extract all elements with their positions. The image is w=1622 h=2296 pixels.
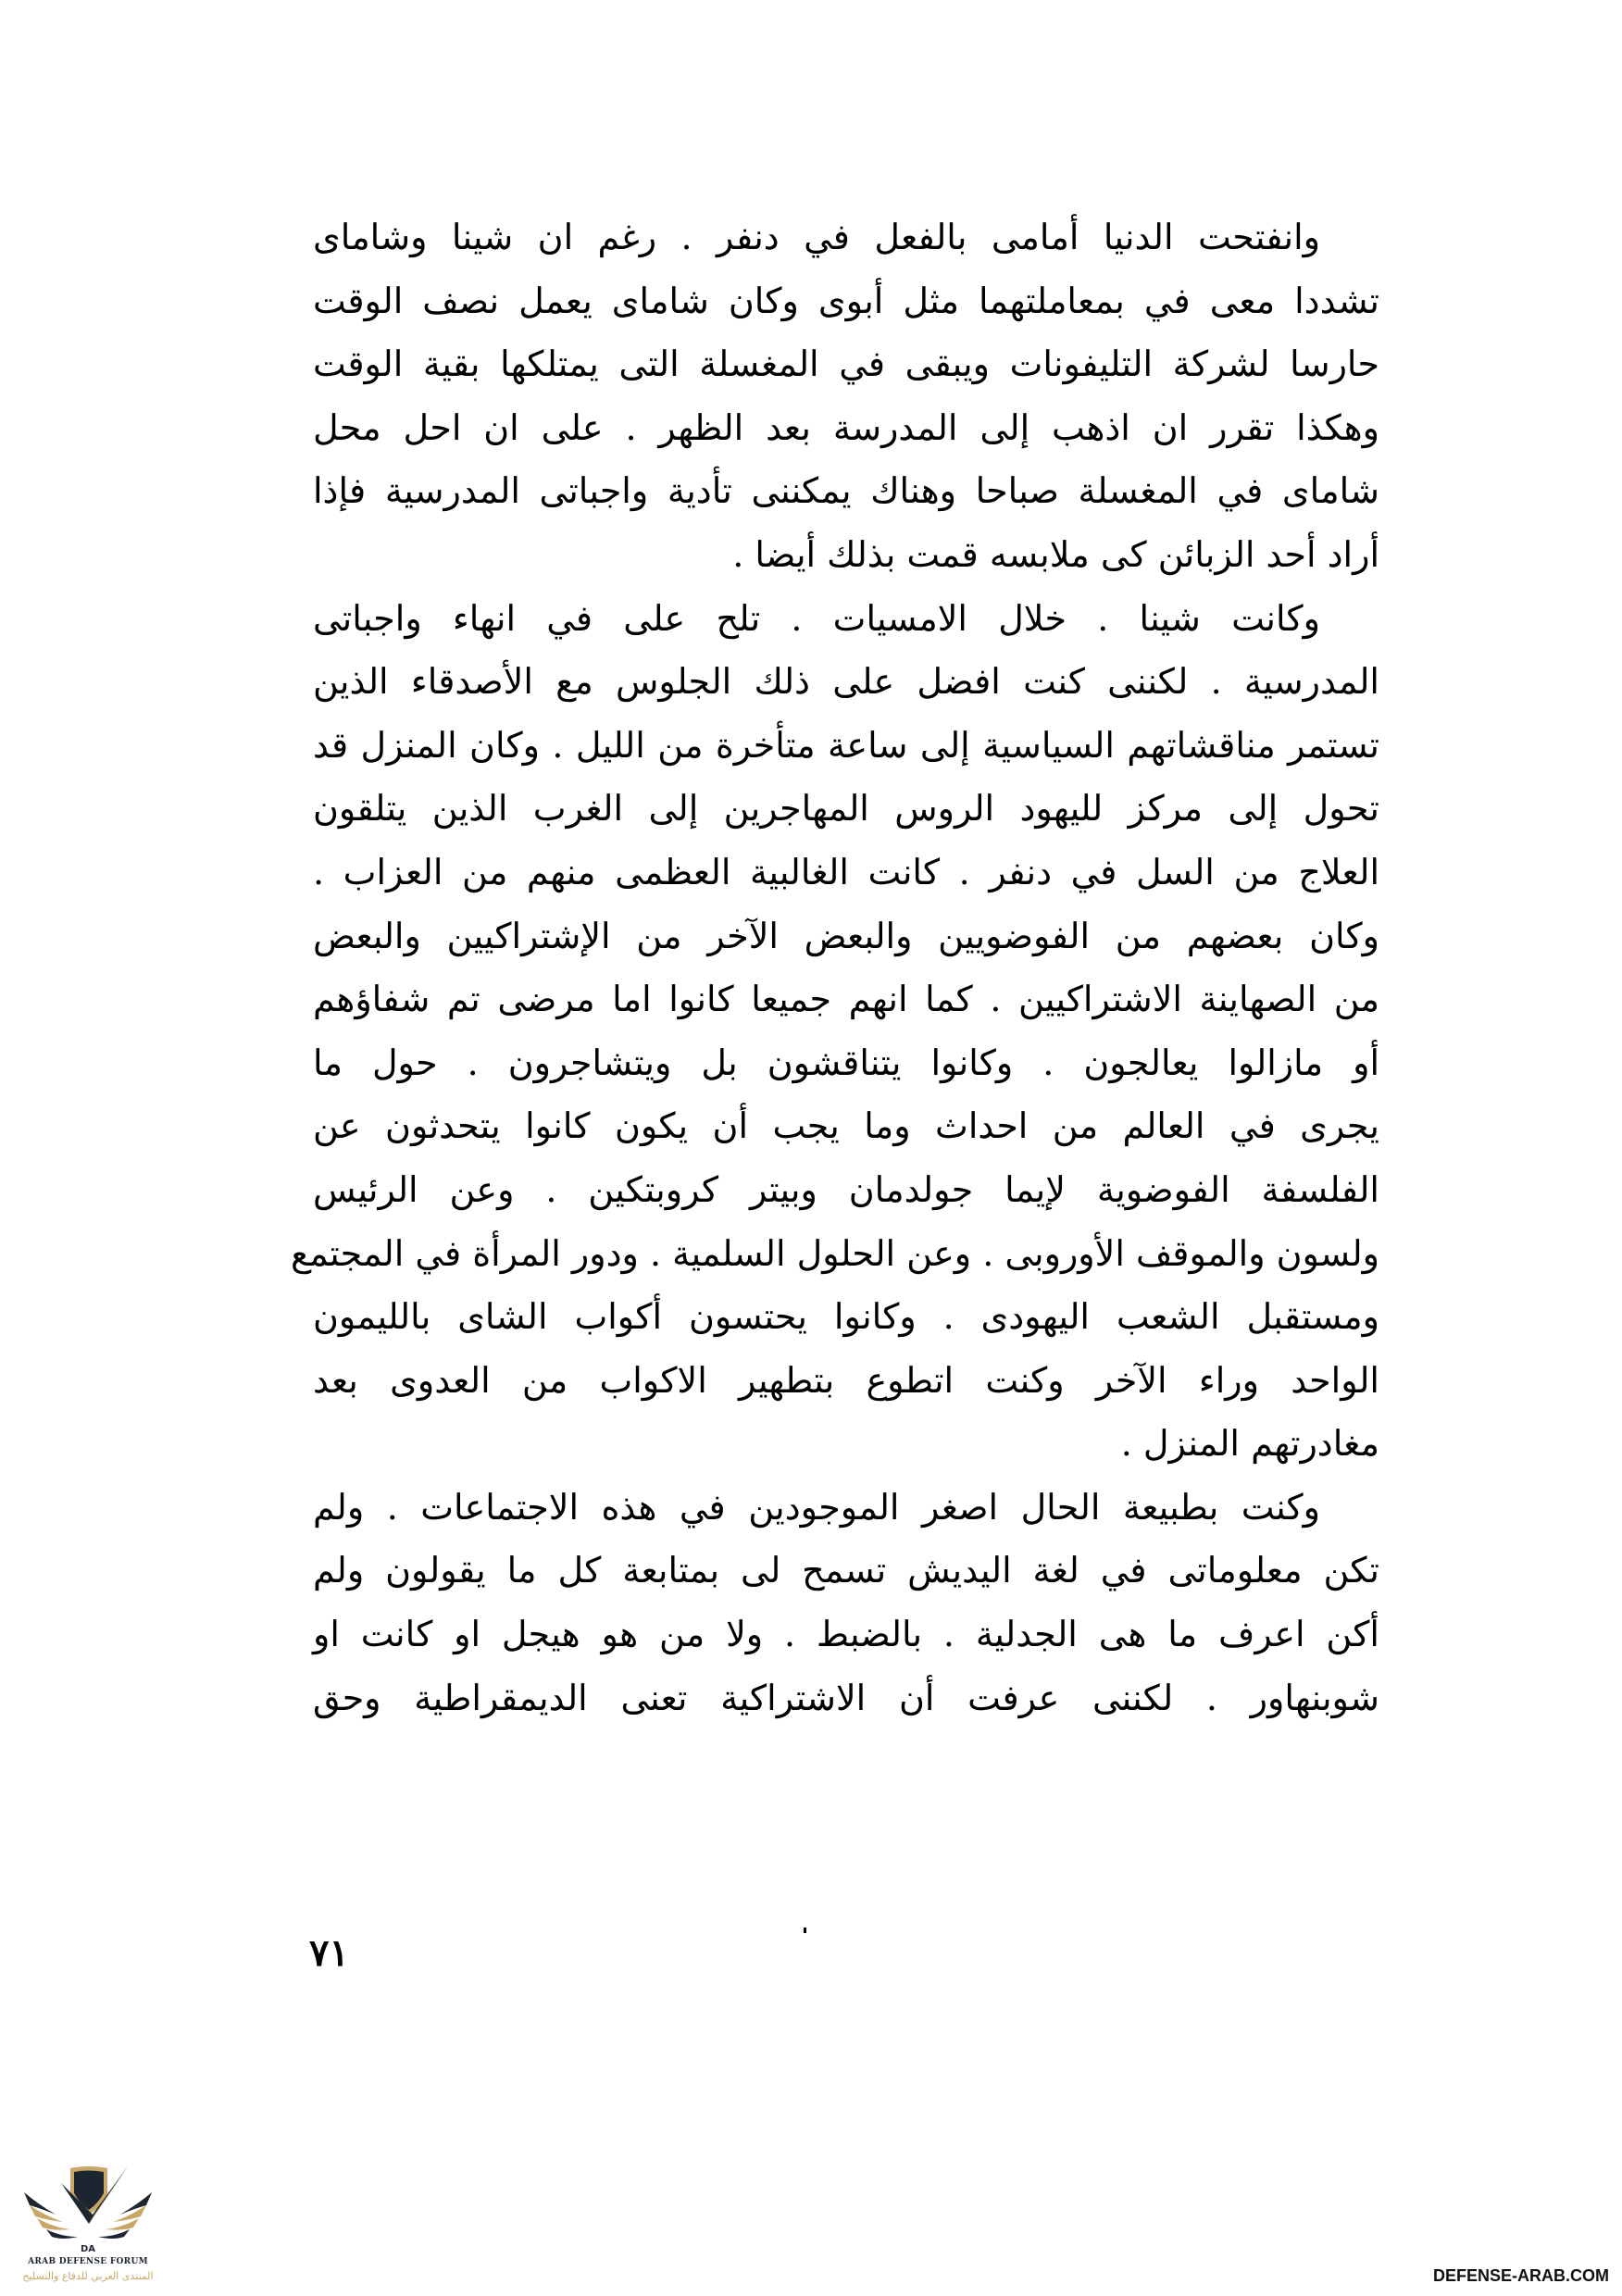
- text-line: تستمر مناقشاتهم السياسية إلى ساعة متأخرة من الليل . وكان المنزل قد: [313, 724, 1379, 766]
- text-line: أكن اعرف ما هى الجدلية . بالضبط . ولا من هو هيجل او كانت او: [313, 1614, 1379, 1655]
- logo-subtitle: المنتدى العربي للدفاع والتسليح: [22, 2270, 154, 2282]
- text-line: وانفتحت الدنيا أمامى بالفعل في دنفر . رغم ان شينا وشاماى: [313, 217, 1320, 257]
- site-url: DEFENSE-ARAB.COM: [1432, 2266, 1609, 2285]
- logo-monogram: DA: [80, 2244, 96, 2254]
- text-line: وكانت شينا . خلال الامسيات . تلح على في انهاء واجباتى: [313, 597, 1320, 639]
- body-text: [290, 206, 1379, 1729]
- text-line: وكنت بطبيعة الحال اصغر الموجودين في هذه الاجتماعات . ولم: [313, 1486, 1320, 1528]
- text-line: حارسا لشركة التليفونات ويبقى في المغسلة التى يمتلكها بقية الوقت: [313, 343, 1379, 385]
- text-line: تكن معلوماتى في لغة اليديش تسمح لى بمتابعة كل ما يقولون ولم: [313, 1550, 1379, 1591]
- text-line: المدرسية . لكننى كنت افضل على ذلك الجلوس مع الأصدقاء الذين: [313, 661, 1379, 703]
- text-line: مغادرتهم المنزل .: [1120, 1423, 1379, 1465]
- text-line: يجرى في العالم من احداث وما يجب أن يكون كانوا يتحدثون عن: [313, 1105, 1379, 1147]
- scan-speck: [804, 1928, 806, 1933]
- arab-defense-forum-logo: [9, 2166, 167, 2296]
- text-line: تشددا معى في بمعاملتهما مثل أبوى وكان شاماى يعمل نصف الوقت: [313, 280, 1379, 321]
- text-line: ومستقبل الشعب اليهودى . وكانوا يحتسون أكواب الشاى بالليمون: [313, 1296, 1379, 1338]
- text-line: العلاج من السل في دنفر . كانت الغالبية العظمى منهم من العزاب .: [313, 851, 1379, 892]
- text-line: من الصهاينة الاشتراكيين . كما انهم جميعا كانوا اما مرضى تم شفاؤهم: [313, 979, 1379, 1020]
- text-line: شاماى في المغسلة صباحا وهناك يمكننى تأدية واجباتى المدرسية فإذا: [313, 470, 1379, 512]
- text-line: وكان بعضهم من الفوضويين والبعض الآخر من الإشتراكيين والبعض: [313, 915, 1379, 956]
- logo-title: ARAB DEFENSE FORUM: [28, 2257, 148, 2266]
- text-line: شوبنهاور . لكننى عرفت أن الاشتراكية تعنى الديمقراطية وحق: [313, 1677, 1379, 1718]
- text-line: أو مازالوا يعالجون . وكانوا يتناقشون بل ويتشاجرون . حول ما: [313, 1042, 1379, 1083]
- text-line: تحول إلى مركز لليهود الروس المهاجرين إلى الغرب الذين يتلقون: [313, 788, 1379, 830]
- text-line: الواحد وراء الآخر وكنت اتطوع بتطهير الاكواب من العدوى بعد: [313, 1359, 1379, 1401]
- text-line: أراد أحد الزبائن كى ملابسه قمت بذلك أيضا .: [732, 533, 1379, 575]
- page-number: ٧١: [309, 1931, 349, 1975]
- text-line: وهكذا تقرر ان اذهب إلى المدرسة بعد الظهر . على ان احل محل: [313, 406, 1379, 448]
- text-line: ولسون والموقف الأوروبى . وعن الحلول السلمية . ودور المرأة في المجتمع: [290, 1232, 1379, 1274]
- shield-wings-icon: [9, 2166, 167, 2259]
- text-line: الفلسفة الفوضوية لإيما جولدمان وبيتر كروبتكين . وعن الرئيس: [313, 1168, 1379, 1210]
